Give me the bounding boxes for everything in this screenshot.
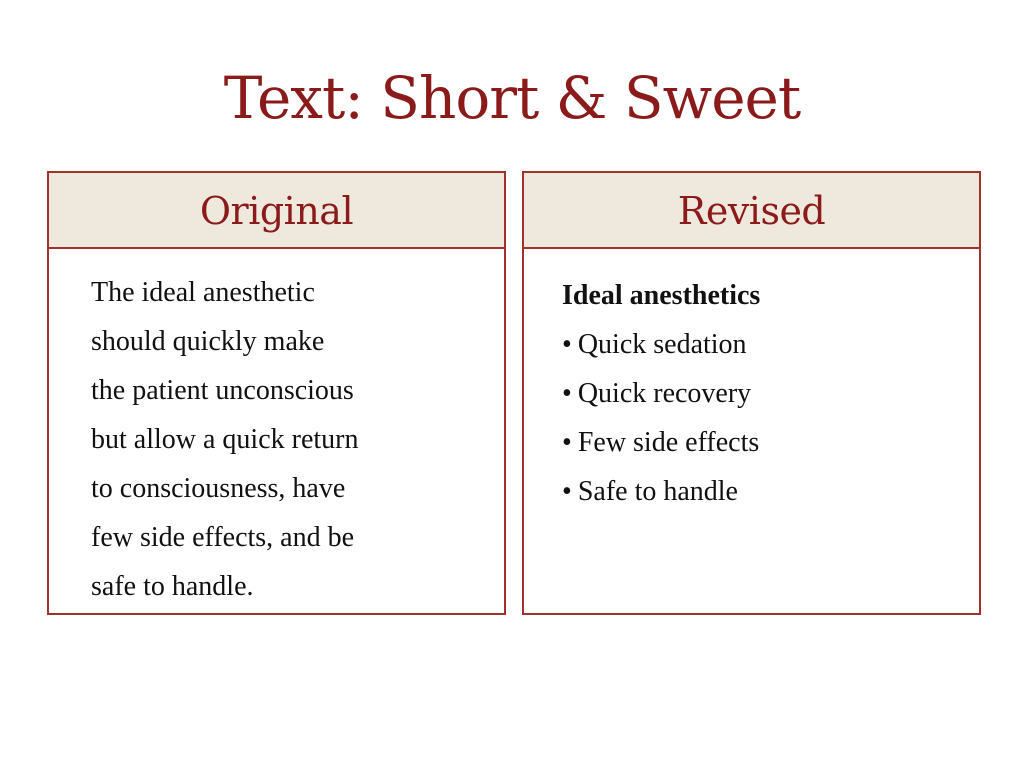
original-paragraph [49, 249, 471, 611]
original-body [49, 249, 504, 611]
original-line: to consciousness, have [91, 473, 346, 504]
revised-panel [522, 171, 981, 615]
original-header: Original [49, 173, 504, 249]
bullet-icon: • [562, 476, 572, 507]
bullet-text: Quick sedation [577, 329, 747, 360]
list-item [562, 467, 979, 516]
revised-body [524, 249, 979, 516]
original-line: The ideal anesthetic [91, 277, 315, 308]
revised-bullet-list [524, 320, 979, 516]
revised-header: Revised [524, 173, 979, 249]
bullet-text: Quick recovery [577, 378, 752, 409]
bullet-text: Few side effects [577, 427, 760, 458]
bullet-icon: • [562, 427, 572, 458]
original-line: should quickly make [91, 326, 325, 357]
original-panel [47, 171, 506, 615]
list-item [562, 369, 979, 418]
original-line: the patient unconscious [91, 375, 354, 406]
bullet-icon: • [562, 329, 572, 360]
original-line: but allow a quick return [91, 424, 359, 455]
list-item [562, 320, 979, 369]
list-item [562, 418, 979, 467]
original-line: safe to handle. [91, 571, 254, 602]
original-line: few side effects, and be [91, 522, 355, 553]
bullet-text: Safe to handle [577, 476, 738, 507]
slide-title: Text: Short & Sweet [223, 64, 801, 132]
revised-heading: Ideal anesthetics [562, 280, 761, 311]
bullet-icon: • [562, 378, 572, 409]
